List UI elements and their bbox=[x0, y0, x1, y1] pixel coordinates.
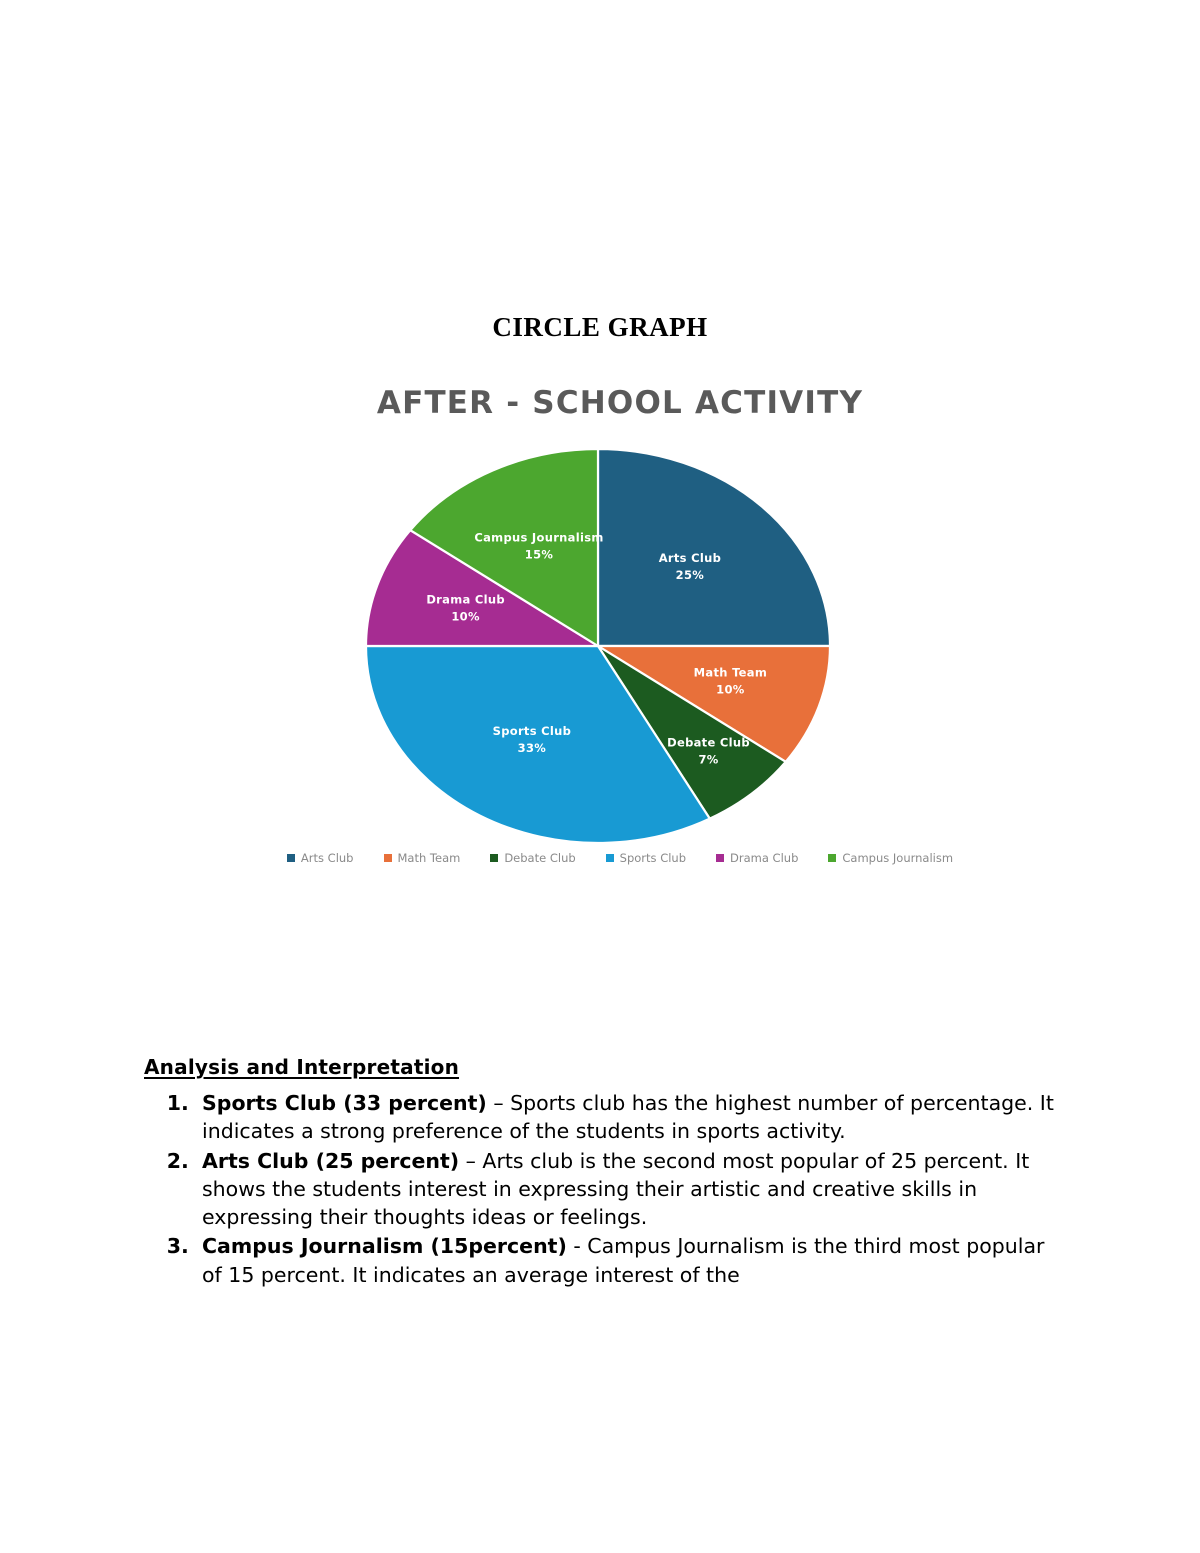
legend-swatch-icon bbox=[606, 854, 614, 862]
pie-slice-label: Math Team bbox=[693, 665, 768, 680]
analysis-heading: Analysis and Interpretation bbox=[144, 1055, 460, 1079]
pie-chart-svg bbox=[363, 447, 833, 845]
chart-title: AFTER - SCHOOL ACTIVITY bbox=[376, 385, 864, 421]
legend-item[interactable] bbox=[828, 851, 953, 865]
pie-slice-value: 10% bbox=[451, 609, 480, 624]
analysis-item-term: Arts Club (25 percent) bbox=[202, 1148, 460, 1173]
pie-slice-value: 33% bbox=[517, 741, 547, 755]
legend-swatch-icon bbox=[287, 854, 295, 862]
legend-item[interactable] bbox=[716, 851, 798, 865]
legend-item[interactable] bbox=[384, 851, 461, 865]
legend-item-label: Arts Club bbox=[300, 851, 354, 865]
legend-item-label: Drama Club bbox=[730, 851, 799, 865]
legend-item-label: Debate Club bbox=[504, 851, 576, 865]
analysis-section bbox=[144, 1055, 1064, 1290]
page-title: CIRCLE GRAPH bbox=[492, 312, 708, 342]
legend-swatch-icon bbox=[716, 854, 724, 862]
pie-slice-value: 7% bbox=[698, 752, 719, 767]
legend-swatch-icon bbox=[828, 854, 836, 862]
analysis-item-body: – Sports club has the highest number of percentage. It indicates a strong preference of the students in sports activity. bbox=[202, 1091, 1054, 1144]
analysis-item-body: – Arts club is the second most popular of 25 percent. It shows the students interest in expressing their artistic and creative skills in expressing their thoughts ideas or feelings. bbox=[202, 1148, 1030, 1230]
pie-slice-label: Sports Club bbox=[492, 724, 572, 738]
legend-swatch-icon bbox=[490, 854, 498, 862]
legend-item[interactable] bbox=[287, 851, 354, 865]
pie-slice[interactable] bbox=[598, 449, 830, 646]
legend-item[interactable] bbox=[490, 851, 575, 865]
legend-item-label: Sports Club bbox=[619, 851, 687, 865]
pie-slice-label: Debate Club bbox=[667, 735, 750, 750]
analysis-list-item bbox=[196, 1232, 1064, 1289]
pie-slice-label: Campus Journalism bbox=[474, 530, 604, 545]
legend-swatch-icon bbox=[384, 854, 392, 862]
analysis-list bbox=[144, 1089, 1064, 1289]
legend-item-label: Campus Journalism bbox=[842, 851, 954, 865]
pie-chart-figure bbox=[250, 385, 990, 895]
pie-slice-label: Drama Club bbox=[426, 592, 505, 607]
pie-slice-label: Arts Club bbox=[658, 551, 722, 565]
analysis-item-body: - Campus Journalism is the third most popular of 15 percent. It indicates an average interest of the bbox=[202, 1234, 1045, 1287]
pie-slice-value: 15% bbox=[524, 547, 554, 562]
legend-item-label: Math Team bbox=[397, 851, 461, 865]
legend-item[interactable] bbox=[606, 851, 686, 865]
pie-slice-value: 10% bbox=[716, 682, 745, 697]
analysis-item-term: Campus Journalism (15percent) bbox=[202, 1234, 567, 1259]
analysis-item-term: Sports Club (33 percent) bbox=[202, 1091, 487, 1115]
pie-slice-group bbox=[366, 449, 830, 843]
pie-slice-value: 25% bbox=[675, 568, 705, 582]
chart-legend bbox=[250, 851, 990, 865]
analysis-list-item bbox=[196, 1147, 1064, 1232]
pie-chart-canvas bbox=[363, 447, 833, 845]
analysis-list-item bbox=[196, 1089, 1064, 1146]
